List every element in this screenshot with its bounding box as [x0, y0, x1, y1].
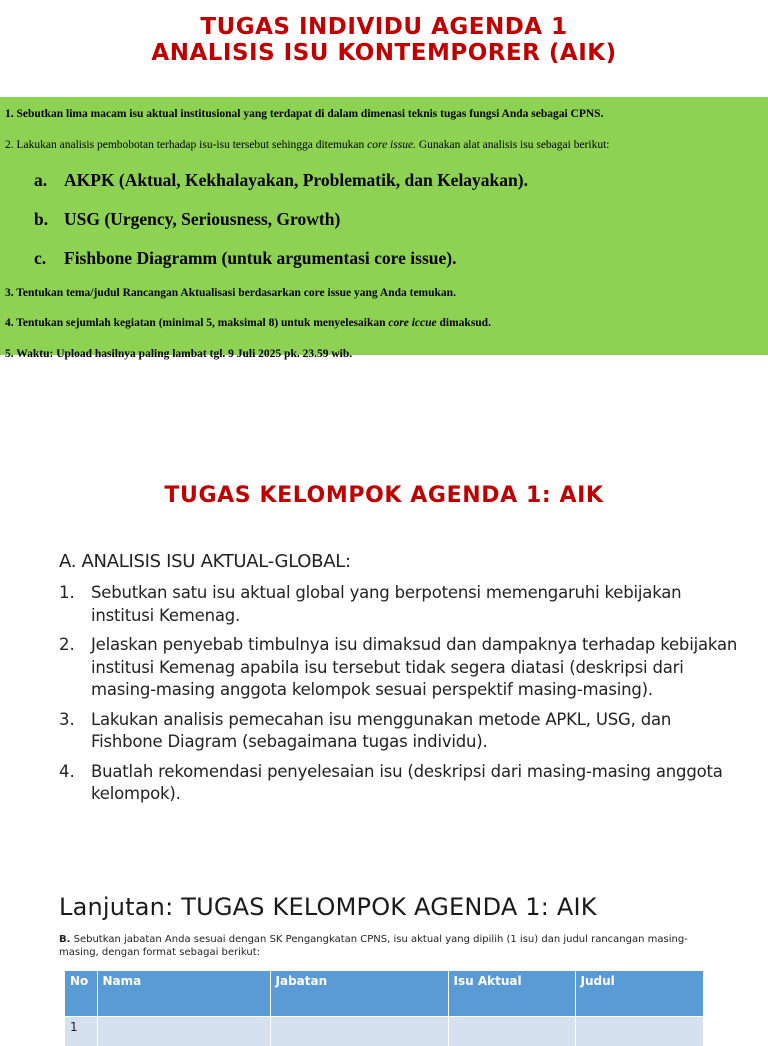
group-task-list — [59, 582, 739, 813]
list-item-number: 2. — [59, 635, 75, 654]
instruction-item-4-tail: dimaksud. — [436, 317, 491, 329]
table-cell-jabatan — [270, 1016, 448, 1046]
slide1-title — [0, 14, 768, 66]
list-item-number: 4. — [59, 761, 75, 781]
instruction-item-2 — [5, 139, 609, 151]
sub-item-b-text: USG (Urgency, Seriousness, Growth) — [64, 209, 341, 229]
slide3-title: Lanjutan: TUGAS KELOMPOK AGENDA 1: AIK — [59, 893, 597, 921]
instruction-item-2-text: 2. Lakukan analisis pembobotan terhadap isu-isu tersebut sehingga ditemukan — [5, 139, 368, 151]
list-item-text: Lakukan analisis pemecahan isu menggunakan metode APKL, USG, dan Fishbone Diagram (sebagaimana tugas individu). — [91, 709, 672, 751]
instruction-item-2-emphasis: core issue. — [367, 139, 416, 151]
table-cell-nama — [97, 1016, 270, 1046]
table-header-row — [65, 971, 703, 1016]
list-item-text: Sebutkan satu isu aktual global yang berpotensi memengaruhi kebijakan institusi Kemenag. — [91, 583, 682, 625]
slide3-description-label: B. — [59, 934, 71, 945]
instruction-item-1: 1. Sebutkan lima macam isu aktual institusional yang terdapat di dalam dimenasi teknis tugas fungsi Anda sebagai CPNS. — [5, 108, 604, 120]
sub-item-b — [34, 209, 340, 230]
list-item-number: 3. — [59, 709, 75, 729]
table-row — [65, 1016, 703, 1046]
table-cell-no: 1 — [65, 1016, 97, 1046]
instruction-item-4-text: 4. Tentukan sejumlah kegiatan (minimal 5, maksimal 8) untuk menyelesaikan — [5, 317, 389, 329]
slide3-description-text: Sebutkan jabatan Anda sesuai dengan SK Pengangkatan CPNS, isu aktual yang dipilih (1 isu) dan judul rancangan masing-masing, dengan format sebagai berikut: — [59, 934, 688, 958]
column-header-isu-aktual: Isu Aktual — [448, 971, 575, 1016]
sub-item-a-text: AKPK (Aktual, Kekhalayakan, Problematik, dan Kelayakan). — [64, 170, 528, 190]
instruction-item-5: 5. Waktu: Upload hasilnya paling lambat tgl. 9 Juli 2025 pk. 23.59 wib. — [5, 348, 353, 360]
instruction-item-4-emphasis: core iccue — [388, 317, 437, 329]
slide1-title-line1: TUGAS INDIVIDU AGENDA 1 — [200, 14, 568, 40]
sub-item-a — [34, 170, 528, 191]
list-item — [59, 634, 739, 702]
sub-item-b-letter: b. — [34, 209, 49, 229]
table-cell-isu-aktual — [448, 1016, 575, 1046]
list-item-text: Jelaskan penyebab timbulnya isu dimaksud dan dampaknya terhadap kebijakan institusi Kemenag apabila isu tersebut tidak segera diatasi (deskripsi dari masing-masing anggota kelompok sesuai perspektif masing-masing). — [91, 635, 738, 699]
list-item — [59, 709, 739, 754]
slide1-title-line2: ANALISIS ISU KONTEMPORER (AIK) — [151, 40, 617, 66]
member-table — [65, 971, 703, 1046]
column-header-jabatan: Jabatan — [270, 971, 448, 1016]
instruction-item-2-tail: Gunakan alat analisis isu sebagai berikut: — [415, 139, 610, 151]
section-a-heading: A. ANALISIS ISU AKTUAL-GLOBAL: — [59, 551, 351, 572]
sub-item-c-letter: c. — [34, 248, 47, 268]
sub-item-c — [34, 248, 456, 269]
slide3-description — [59, 933, 709, 959]
list-item — [59, 582, 739, 627]
list-item — [59, 761, 739, 806]
list-item-number: 1. — [59, 583, 75, 602]
table-cell-judul — [575, 1016, 703, 1046]
column-header-judul: Judul — [575, 971, 703, 1016]
instruction-item-4 — [5, 317, 491, 329]
sub-item-c-text: Fishbone Diagramm (untuk argumentasi core issue). — [64, 248, 457, 268]
column-header-no: No — [65, 971, 97, 1016]
list-item-text: Buatlah rekomendasi penyelesaian isu (deskripsi dari masing-masing anggota kelompok). — [91, 761, 723, 803]
column-header-nama: Nama — [97, 971, 270, 1016]
sub-item-a-letter: a. — [34, 170, 48, 190]
slide2-title: TUGAS KELOMPOK AGENDA 1: AIK — [164, 483, 604, 508]
instruction-item-3: 3. Tentukan tema/judul Rancangan Aktualisasi berdasarkan core issue yang Anda temukan. — [5, 287, 456, 299]
